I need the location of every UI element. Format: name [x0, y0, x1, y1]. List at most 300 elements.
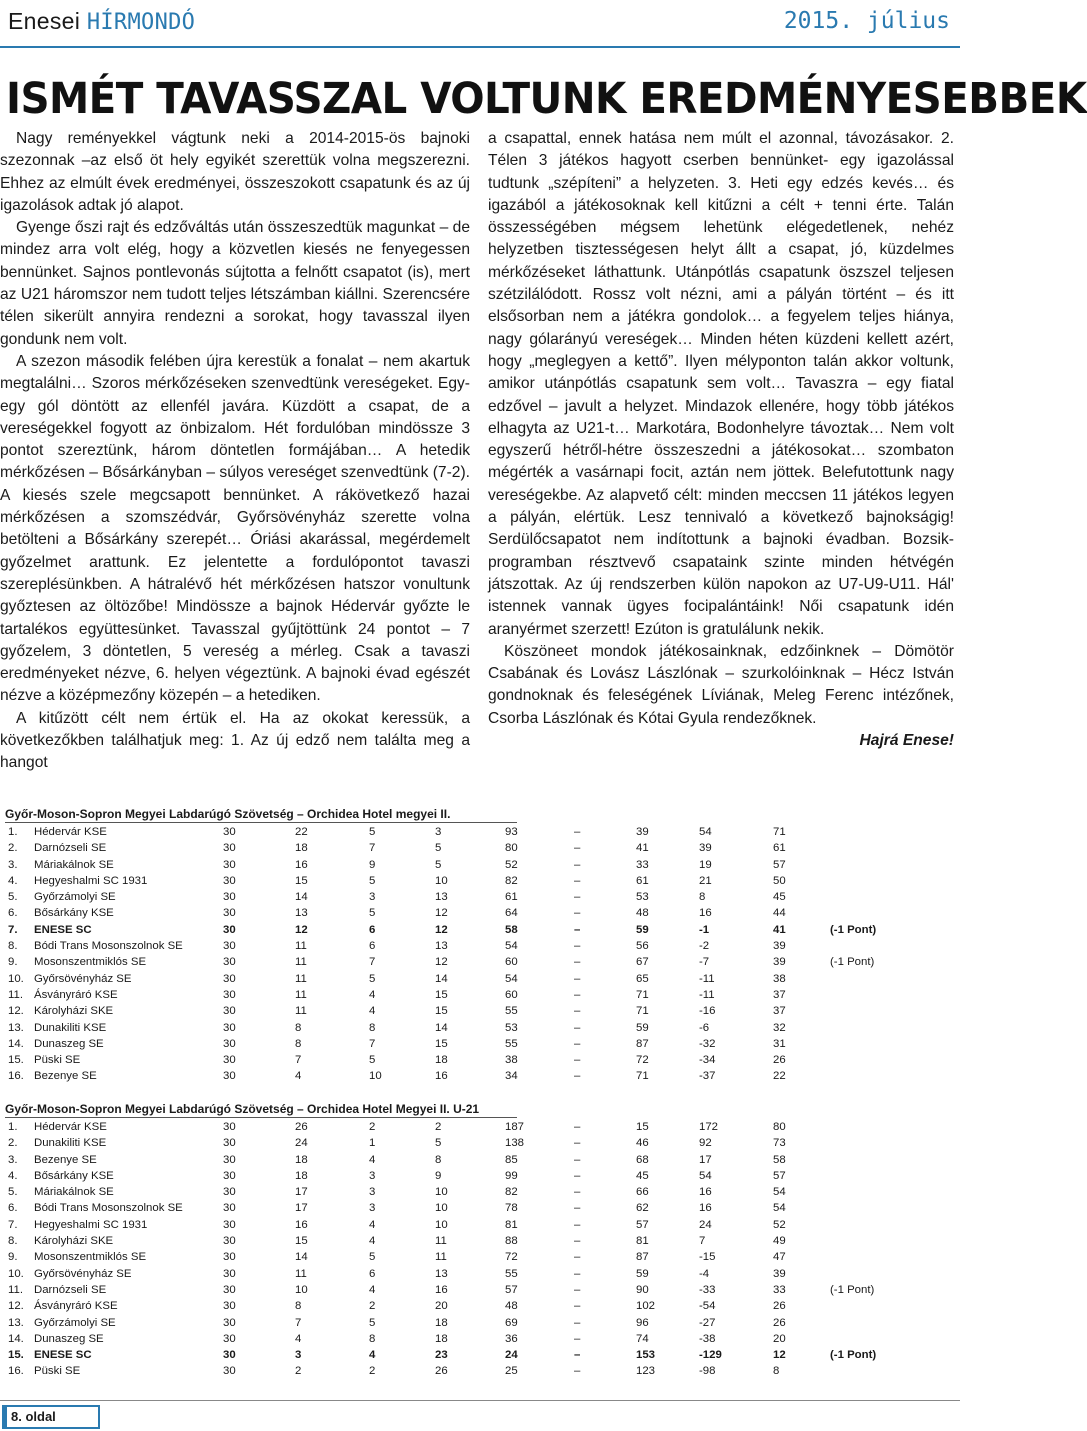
- cell-played: 30: [223, 1137, 236, 1150]
- table-row: [5, 1200, 950, 1216]
- cell-ga: 62: [636, 1202, 649, 1215]
- cell-l: 14: [435, 1021, 448, 1034]
- cell-ga: 72: [636, 1054, 649, 1067]
- cell-d: 2: [369, 1121, 376, 1133]
- table-title: Győr-Moson-Sopron Megyei Labdarúgó Szövetség – Orchidea Hotel megyei II.: [5, 807, 451, 821]
- cell-played: 30: [223, 1169, 236, 1182]
- table-row: [5, 1020, 950, 1036]
- cell-rank: 14.: [8, 1332, 24, 1345]
- cell-dash: –: [574, 1054, 581, 1067]
- cell-d: 6: [369, 923, 376, 936]
- cell-l: 14: [435, 972, 448, 985]
- cell-pts: 71: [773, 826, 786, 838]
- cell-gf: 187: [505, 1121, 525, 1133]
- cell-d: 4: [369, 1218, 376, 1231]
- cell-dash: –: [574, 1365, 581, 1378]
- cell-d: 1: [369, 1137, 376, 1150]
- table-row: [5, 1315, 950, 1331]
- cell-d: 5: [369, 1054, 376, 1067]
- cell-gd: -1: [699, 923, 710, 936]
- cell-l: 5: [435, 842, 442, 855]
- cell-d: 2: [369, 1300, 376, 1313]
- cell-team: Dunakiliti KSE: [34, 1021, 107, 1034]
- cell-dash: –: [574, 1202, 581, 1215]
- cell-ga: 87: [636, 1037, 649, 1050]
- table-row: [5, 1363, 950, 1379]
- cell-d: 4: [369, 1005, 376, 1018]
- cell-played: 30: [223, 1202, 236, 1215]
- cell-rank: 3.: [8, 1153, 18, 1166]
- table-body: [5, 1119, 950, 1380]
- cell-gf: 78: [505, 1202, 518, 1215]
- article-column-left: [0, 128, 470, 775]
- table-row: [5, 1036, 950, 1052]
- cell-d: 3: [369, 1202, 376, 1215]
- cell-l: 20: [435, 1300, 448, 1313]
- cell-rank: 1.: [8, 826, 18, 838]
- table-row: [5, 938, 950, 954]
- cell-gf: 24: [505, 1349, 518, 1362]
- table-row: [5, 1184, 950, 1200]
- cell-ga: 102: [636, 1300, 656, 1313]
- cell-note: (-1 Pont): [830, 923, 877, 936]
- table-row: [5, 1298, 950, 1314]
- table-row: [5, 1266, 950, 1282]
- cell-gf: 60: [505, 956, 518, 969]
- cell-gd: 16: [699, 1202, 712, 1215]
- cell-w: 11: [295, 988, 307, 1001]
- article-paragraph: A szezon második felében újra kerestük a fonalat – nem akartuk megtalálni… Szoros mérkőzéseken szenvedtünk vereségeket. Egy-egy gól döntött az ellenfél javára. Küzdött a csapat, de a vereségekkel fogyott az önbizalom. Hét fordulóban mindössze 3 pontot szereztünk, három döntetlen formájában… A hetedik mérkőzésen – Bősárkányban – súlyos vereséget szenvedtünk (7-2). A kiesés szele megcsapott bennünket. A rákövetkező hazai mérkőzésen a szomszédvár, Győrsövényház szerette volna betölteni a Bősárkány szerepét… Óriási akarással, megérdemelt győzelmet arattunk. Ez jelentette a fordulópontot tavaszi szereplésünkben. A hátralévő hét mérkőzésen hatszor vonultunk győztesen az öltözőbe! Mindössze a bajnok Hédervár győzte le tartalékos együttesünket. Tavasszal gyűjtöttünk 24 pontot – 7 győzelem, 3 döntetlen, 5 vereség a mérleg. Csak a tavaszi eredményeket nézve, 6. helyen végeztünk. A bajnoki évad egészét nézve a középmezőny közepén – a hetediken.: [0, 352, 470, 705]
- cell-gd: -37: [699, 1070, 716, 1083]
- cell-d: 7: [369, 956, 376, 969]
- cell-w: 14: [295, 891, 308, 904]
- cell-w: 11: [295, 956, 307, 969]
- cell-gd: 8: [699, 891, 706, 904]
- cell-team: Darnózseli SE: [34, 842, 107, 855]
- cell-dash: –: [574, 1121, 581, 1133]
- page-footer: [0, 1400, 960, 1431]
- cell-rank: 13.: [8, 1316, 24, 1329]
- cell-l: 9: [435, 1169, 442, 1182]
- cell-ga: 59: [636, 1021, 649, 1034]
- cell-rank: 5.: [8, 891, 18, 904]
- cell-played: 30: [223, 826, 236, 838]
- cell-ga: 41: [636, 842, 649, 855]
- cell-rank: 2.: [8, 1137, 18, 1150]
- cell-w: 24: [295, 1137, 308, 1150]
- cell-dash: –: [574, 1300, 581, 1313]
- cell-dash: –: [574, 988, 581, 1001]
- cell-ga: 46: [636, 1137, 649, 1150]
- cell-ga: 96: [636, 1316, 649, 1329]
- cell-l: 18: [435, 1316, 448, 1329]
- cell-ga: 90: [636, 1283, 649, 1296]
- cell-l: 10: [435, 1218, 448, 1231]
- cell-gd: -16: [699, 1005, 716, 1018]
- cell-gd: 19: [699, 858, 712, 871]
- cell-gd: -15: [699, 1251, 716, 1264]
- cell-gd: -4: [699, 1267, 710, 1280]
- cell-l: 16: [435, 1070, 448, 1083]
- cell-ga: 65: [636, 972, 649, 985]
- cell-pts: 80: [773, 1121, 786, 1133]
- cell-gd: 21: [699, 874, 712, 887]
- cell-ga: 123: [636, 1365, 656, 1378]
- cell-pts: 61: [773, 842, 786, 855]
- masthead: [8, 8, 195, 35]
- cell-team: Mosonszentmiklós SE: [34, 1251, 147, 1264]
- table-row: [5, 840, 950, 856]
- cell-dash: –: [574, 874, 581, 887]
- cell-pts: 37: [773, 1005, 786, 1018]
- cell-l: 10: [435, 1202, 448, 1215]
- cell-dash: –: [574, 1235, 581, 1248]
- cell-pts: 26: [773, 1316, 786, 1329]
- cell-ga: 74: [636, 1332, 649, 1345]
- cell-team: Győrzámolyi SE: [34, 1316, 116, 1329]
- cell-l: 15: [435, 988, 448, 1001]
- cell-w: 8: [295, 1037, 302, 1050]
- cell-ga: 71: [636, 1005, 649, 1018]
- cell-dash: –: [574, 1153, 581, 1166]
- cell-pts: 33: [773, 1283, 786, 1296]
- cell-w: 3: [295, 1349, 302, 1362]
- cell-d: 3: [369, 891, 376, 904]
- cell-gd: 7: [699, 1235, 706, 1248]
- cell-w: 4: [295, 1332, 302, 1345]
- cell-rank: 11.: [8, 988, 23, 1001]
- table-row: [5, 922, 950, 938]
- cell-ga: 71: [636, 1070, 649, 1083]
- cell-team: Püski SE: [34, 1054, 81, 1067]
- cell-gf: 38: [505, 1054, 518, 1067]
- cell-played: 30: [223, 1365, 236, 1378]
- cell-dash: –: [574, 1316, 581, 1329]
- cell-dash: –: [574, 1037, 581, 1050]
- cell-pts: 32: [773, 1021, 786, 1034]
- cell-team: Ásványráró KSE: [34, 1300, 118, 1313]
- cell-l: 11: [435, 1251, 447, 1264]
- cell-team: ENESE SC: [34, 1349, 92, 1362]
- cell-played: 30: [223, 1005, 236, 1018]
- cell-rank: 16.: [8, 1070, 24, 1083]
- issue-date: 2015. július: [783, 8, 950, 34]
- cell-pts: 50: [773, 874, 786, 887]
- cell-d: 4: [369, 1153, 376, 1166]
- cell-gf: 64: [505, 907, 518, 920]
- cell-gf: 55: [505, 1037, 518, 1050]
- cell-pts: 41: [773, 923, 786, 936]
- cell-played: 30: [223, 940, 236, 953]
- article-column-right: [488, 128, 954, 752]
- cell-gf: 82: [505, 874, 518, 887]
- cell-l: 8: [435, 1153, 442, 1166]
- cell-gd: -7: [699, 956, 710, 969]
- cell-d: 6: [369, 1267, 376, 1280]
- cell-team: Máriakálnok SE: [34, 1186, 114, 1199]
- table-body: [5, 824, 950, 1085]
- cell-note: (-1 Pont): [830, 1349, 877, 1362]
- cell-team: Hegyeshalmi SC 1931: [34, 874, 148, 887]
- cell-ga: 87: [636, 1251, 649, 1264]
- cell-dash: –: [574, 972, 581, 985]
- table-row: [5, 1217, 950, 1233]
- cell-ga: 68: [636, 1153, 649, 1166]
- cell-played: 30: [223, 891, 236, 904]
- cell-w: 17: [295, 1202, 308, 1215]
- cell-gd: -54: [699, 1300, 716, 1313]
- cell-played: 30: [223, 956, 236, 969]
- cell-d: 8: [369, 1332, 376, 1345]
- cell-gf: 57: [505, 1283, 518, 1296]
- footer-divider: [0, 1400, 960, 1401]
- article-paragraph: A kitűzött célt nem értük el. Ha az okokat keressük, a következőkben találhatjuk meg: 1. Az új edző nem találta meg a hangot: [0, 709, 470, 772]
- table-row: [5, 905, 950, 921]
- cell-team: Darnózseli SE: [34, 1283, 107, 1296]
- cell-w: 11: [295, 972, 307, 985]
- cell-team: Győrsövényház SE: [34, 972, 132, 985]
- article-paragraph: Nagy reményekkel vágtunk neki a 2014-2015-ös bajnoki szezonnak –az első öt hely egyikét szerettük volna megszerezni. Ehhez az elmúlt évek eredményei, összeszokott csapatunk és az új igazolások adtak jó alapot.: [0, 130, 470, 214]
- cell-l: 26: [435, 1365, 448, 1378]
- cell-rank: 7.: [8, 1218, 18, 1231]
- cell-d: 5: [369, 1316, 376, 1329]
- cell-gd: -32: [699, 1037, 716, 1050]
- cell-played: 30: [223, 1070, 236, 1083]
- cell-l: 23: [435, 1349, 448, 1362]
- cell-pts: 45: [773, 891, 786, 904]
- cell-dash: –: [574, 1283, 581, 1296]
- cell-gd: -27: [699, 1316, 716, 1329]
- cell-l: 16: [435, 1283, 448, 1296]
- cell-gf: 55: [505, 1005, 518, 1018]
- cell-team: Hegyeshalmi SC 1931: [34, 1218, 148, 1231]
- cell-ga: 48: [636, 907, 649, 920]
- cell-w: 7: [295, 1054, 302, 1067]
- cell-l: 18: [435, 1332, 448, 1345]
- cell-played: 30: [223, 1054, 236, 1067]
- table-row: [5, 1168, 950, 1184]
- cell-played: 30: [223, 1300, 236, 1313]
- cell-rank: 12.: [8, 1005, 24, 1018]
- cell-played: 30: [223, 842, 236, 855]
- cell-played: 30: [223, 907, 236, 920]
- cell-dash: –: [574, 1186, 581, 1199]
- cell-pts: 22: [773, 1070, 786, 1083]
- cell-d: 5: [369, 972, 376, 985]
- cell-played: 30: [223, 1037, 236, 1050]
- cell-dash: –: [574, 842, 581, 855]
- cell-d: 5: [369, 826, 376, 838]
- page-number: 8. oldal: [2, 1405, 100, 1429]
- cell-gd: 54: [699, 1169, 712, 1182]
- cell-team: Bősárkány KSE: [34, 907, 114, 920]
- cell-dash: –: [574, 1169, 581, 1182]
- cell-gd: -6: [699, 1021, 710, 1034]
- cell-w: 17: [295, 1186, 308, 1199]
- cell-dash: –: [574, 891, 581, 904]
- cell-l: 2: [435, 1121, 442, 1133]
- cell-gd: -11: [699, 988, 715, 1001]
- cell-rank: 15.: [8, 1054, 24, 1067]
- table-row: [5, 1052, 950, 1068]
- cell-d: 6: [369, 940, 376, 953]
- table-row: [5, 889, 950, 905]
- cell-team: ENESE SC: [34, 923, 92, 936]
- cell-team: Bősárkány KSE: [34, 1169, 114, 1182]
- cell-played: 30: [223, 858, 236, 871]
- cell-d: 4: [369, 1235, 376, 1248]
- cell-pts: 39: [773, 940, 786, 953]
- cell-ga: 53: [636, 891, 649, 904]
- table-row: [5, 873, 950, 889]
- cell-played: 30: [223, 1021, 236, 1034]
- cell-d: 5: [369, 874, 376, 887]
- cell-dash: –: [574, 1251, 581, 1264]
- cell-gf: 69: [505, 1316, 518, 1329]
- cell-d: 5: [369, 1251, 376, 1264]
- cell-dash: –: [574, 1218, 581, 1231]
- cell-gf: 93: [505, 826, 518, 838]
- cell-d: 8: [369, 1021, 376, 1034]
- cell-team: Bezenye SE: [34, 1070, 97, 1083]
- cell-pts: 54: [773, 1186, 786, 1199]
- cell-pts: 39: [773, 1267, 786, 1280]
- cell-l: 13: [435, 940, 448, 953]
- cell-l: 12: [435, 956, 448, 969]
- cell-l: 3: [435, 826, 442, 838]
- cell-dash: –: [574, 907, 581, 920]
- cell-played: 30: [223, 1186, 236, 1199]
- cell-l: 18: [435, 1054, 448, 1067]
- cell-gf: 85: [505, 1153, 518, 1166]
- cell-w: 15: [295, 874, 308, 887]
- cell-gf: 54: [505, 940, 518, 953]
- cell-pts: 20: [773, 1332, 786, 1345]
- table-title: Győr-Moson-Sopron Megyei Labdarúgó Szövetség – Orchidea Hotel Megyei II. U-21: [5, 1102, 480, 1116]
- cell-w: 11: [295, 1005, 307, 1018]
- cell-played: 30: [223, 1121, 236, 1133]
- cell-l: 10: [435, 1186, 448, 1199]
- cell-gd: 92: [699, 1137, 712, 1150]
- cell-played: 30: [223, 1218, 236, 1231]
- cell-l: 15: [435, 1005, 448, 1018]
- table-row: [5, 1282, 950, 1298]
- cell-w: 13: [295, 907, 308, 920]
- cell-rank: 14.: [8, 1037, 24, 1050]
- cell-note: (-1 Pont): [830, 1283, 875, 1296]
- cell-played: 30: [223, 988, 236, 1001]
- cell-ga: 81: [636, 1235, 649, 1248]
- cell-d: 10: [369, 1070, 382, 1083]
- cell-rank: 1.: [8, 1121, 18, 1133]
- cell-team: Dunakiliti KSE: [34, 1137, 107, 1150]
- cell-w: 18: [295, 1153, 308, 1166]
- cell-l: 5: [435, 1137, 442, 1150]
- cell-pts: 57: [773, 858, 786, 871]
- cell-d: 4: [369, 1349, 376, 1362]
- table-row: [5, 1068, 950, 1084]
- cell-w: 18: [295, 842, 308, 855]
- cell-team: Győrsövényház SE: [34, 1267, 132, 1280]
- cell-gd: 172: [699, 1121, 719, 1133]
- cell-gf: 60: [505, 988, 518, 1001]
- cell-l: 5: [435, 858, 442, 871]
- cell-pts: 37: [773, 988, 786, 1001]
- cell-pts: 39: [773, 956, 786, 969]
- cell-pts: 54: [773, 1202, 786, 1215]
- table-row: [5, 824, 950, 840]
- cell-gd: 16: [699, 907, 712, 920]
- cell-d: 3: [369, 1186, 376, 1199]
- cell-ga: 61: [636, 874, 649, 887]
- cell-ga: 57: [636, 1218, 649, 1231]
- cell-team: Károlyházi SKE: [34, 1005, 114, 1018]
- masthead-publication: HÍRMONDÓ: [86, 10, 196, 35]
- cell-played: 30: [223, 1316, 236, 1329]
- cell-rank: 13.: [8, 1021, 24, 1034]
- table-row: [5, 954, 950, 970]
- cell-d: 9: [369, 858, 376, 871]
- table-row: [5, 1331, 950, 1347]
- cell-pts: 12: [773, 1349, 786, 1362]
- cell-played: 30: [223, 1349, 236, 1362]
- cell-gd: -129: [699, 1349, 722, 1362]
- cell-pts: 44: [773, 907, 786, 920]
- cell-w: 12: [295, 923, 308, 936]
- cell-dash: –: [574, 1332, 581, 1345]
- cell-d: 5: [369, 907, 376, 920]
- cell-l: 12: [435, 923, 448, 936]
- cell-dash: –: [574, 1021, 581, 1034]
- cell-ga: 71: [636, 988, 649, 1001]
- cell-d: 7: [369, 1037, 376, 1050]
- cell-team: Hédervár KSE: [34, 1121, 107, 1133]
- cell-rank: 6.: [8, 907, 18, 920]
- cell-team: Bódi Trans Mosonszolnok SE: [34, 1202, 183, 1215]
- cell-rank: 2.: [8, 842, 18, 855]
- cell-w: 26: [295, 1121, 308, 1133]
- cell-d: 7: [369, 842, 376, 855]
- cell-pts: 8: [773, 1365, 780, 1378]
- cell-w: 2: [295, 1365, 302, 1378]
- cell-gf: 72: [505, 1251, 518, 1264]
- cell-dash: –: [574, 1137, 581, 1150]
- table-row: [5, 1249, 950, 1265]
- cell-gd: 16: [699, 1186, 712, 1199]
- cell-gd: 24: [699, 1218, 712, 1231]
- cell-rank: 16.: [8, 1365, 24, 1378]
- cell-gd: -34: [699, 1054, 716, 1067]
- cell-rank: 12.: [8, 1300, 24, 1313]
- cell-rank: 4.: [8, 874, 18, 887]
- cell-gd: -11: [699, 972, 715, 985]
- cell-ga: 39: [636, 826, 649, 838]
- cell-ga: 67: [636, 956, 649, 969]
- cell-team: Máriakálnok SE: [34, 858, 114, 871]
- cell-gf: 55: [505, 1267, 518, 1280]
- cell-pts: 57: [773, 1169, 786, 1182]
- cell-rank: 5.: [8, 1186, 18, 1199]
- table-row: [5, 1233, 950, 1249]
- cell-played: 30: [223, 1283, 236, 1296]
- cell-d: 4: [369, 1283, 376, 1296]
- cell-l: 15: [435, 1037, 448, 1050]
- cell-rank: 9.: [8, 956, 18, 969]
- cell-ga: 66: [636, 1186, 649, 1199]
- cell-w: 14: [295, 1251, 308, 1264]
- cell-gf: 54: [505, 972, 518, 985]
- header-divider: [0, 46, 960, 48]
